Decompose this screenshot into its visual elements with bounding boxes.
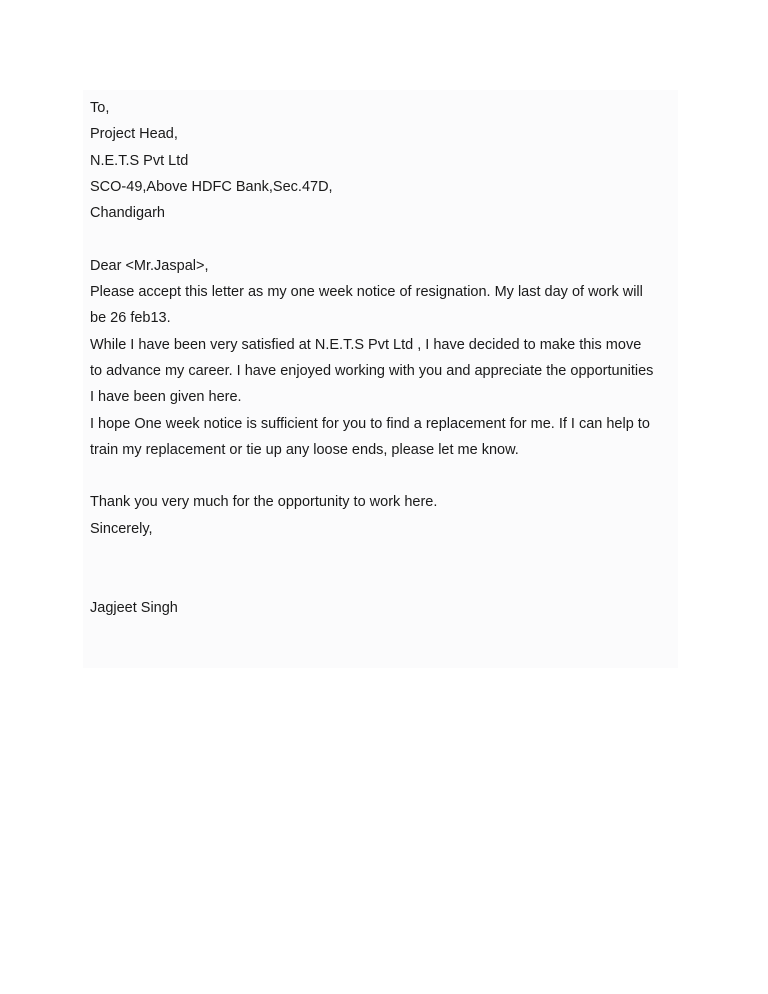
- street-address: SCO-49,Above HDFC Bank,Sec.47D,: [90, 178, 333, 195]
- recipient-title: Project Head,: [90, 126, 178, 143]
- sign-off: Sincerely,: [90, 520, 153, 537]
- thanks-line: Thank you very much for the opportunity to work here.: [90, 494, 438, 511]
- company-name: N.E.T.S Pvt Ltd: [90, 152, 189, 169]
- greeting: Dear <Mr.Jaspal>,: [90, 257, 209, 274]
- city: Chandigarh: [90, 205, 165, 222]
- paragraph-2-line-3: I have been given here.: [90, 389, 242, 406]
- paragraph-2-line-2: to advance my career. I have enjoyed working with you and appreciate the opportunities: [90, 362, 654, 379]
- paragraph-1-line-2: be 26 feb13.: [90, 310, 171, 327]
- signature-name: Jagjeet Singh: [90, 599, 178, 616]
- to-line: To,: [90, 100, 110, 116]
- paragraph-1-line-1: Please accept this letter as my one week notice of resignation. My last day of work will: [90, 284, 643, 301]
- paragraph-2-line-1: While I have been very satisfied at N.E.T.S Pvt Ltd , I have decided to make this move: [90, 336, 642, 353]
- paragraph-3-line-2: train my replacement or tie up any loose ends, please let me know.: [90, 441, 519, 458]
- resignation-letter: [90, 95, 690, 621]
- paragraph-3-line-1: I hope One week notice is sufficient for you to find a replacement for me. If I can help to: [90, 415, 650, 432]
